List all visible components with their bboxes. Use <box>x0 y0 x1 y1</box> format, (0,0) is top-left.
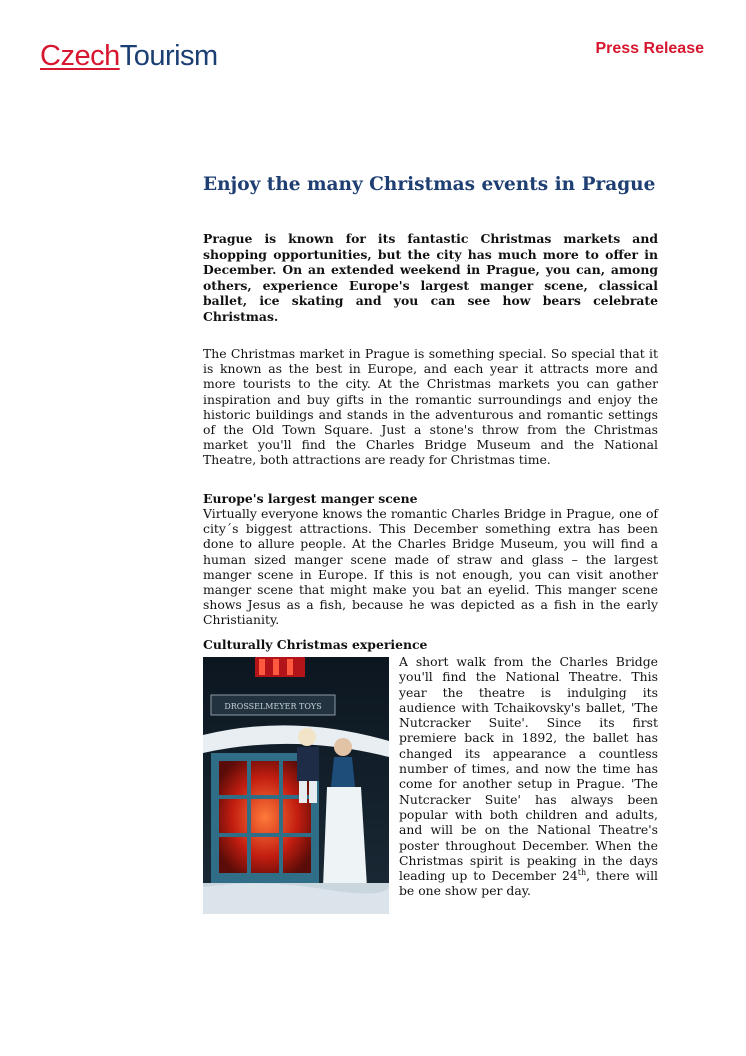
manger-scene-heading: Europe's largest manger scene <box>203 491 418 506</box>
nutcracker-paragraph <box>399 654 658 899</box>
press-release-label: Press Release <box>595 40 704 57</box>
christmas-market-paragraph: The Christmas market in Prague is something special. So special that it is known as the best in Europe, and each year it attracts more and more tourists to the city. At the Christmas markets you can gather inspiration and buy gifts in the romantic surroundings and enjoy the historic buildings and stands in the adventurous and romantic settings of the Old Town Square. Just a stone's throw from the Christmas market you'll find the Charles Bridge Museum and the National Theatre, both attractions are ready for Christmas time. <box>203 346 658 468</box>
cultural-heading: Culturally Christmas experience <box>203 637 428 652</box>
manger-scene-paragraph: Virtually everyone knows the romantic Charles Bridge in Prague, one of city´s biggest attractions. This December something extra has been done to allure people. At the Charles Bridge Museum, you will find a human sized manger scene made of straw and glass – the largest manger scene in Europe. If this is not enough, you can visit another manger scene that might make you bat an eyelid. This manger scene shows Jesus as a fish, because he was depicted as a fish in the early Christianity. <box>203 506 658 628</box>
czechtourism-logo <box>40 38 218 74</box>
logo-czech-text: Czech <box>40 40 120 72</box>
nutcracker-paragraph-text: A short walk from the Charles Bridge you'll find the National Theatre. This year the theatre is indulging its audience with Tchaikovsky's ballet, 'The Nutcracker Suite'. Since its first premiere back in 1892, the ballet has changed its appearance a countless number of times, and now the time has come for another setup in Prague. 'The Nutcracker Suite' has always been popular with both children and adults, and will be on the National Theatre's poster throughout December. When the Christmas spirit is peaking in the days leading up to December 24 <box>399 654 658 884</box>
article-title: Enjoy the many Christmas events in Prague <box>203 174 656 195</box>
photo-sign-text: DROSSELMEYER TOYS <box>224 702 322 711</box>
nutcracker-paragraph-end: , there will be one show per day. <box>399 868 659 899</box>
ordinal-suffix: th <box>577 868 587 878</box>
lead-paragraph: Prague is known for its fantastic Christmas markets and shopping opportunities, but the city has much more to offer in December. On an extended weekend in Prague, you can, among others, experience Europe's largest manger scene, classical ballet, ice skating and you can see how bears celebrate Christmas. <box>203 231 658 324</box>
logo-tourism-text: Tourism <box>119 40 218 72</box>
nutcracker-ballet-photo <box>203 657 389 914</box>
